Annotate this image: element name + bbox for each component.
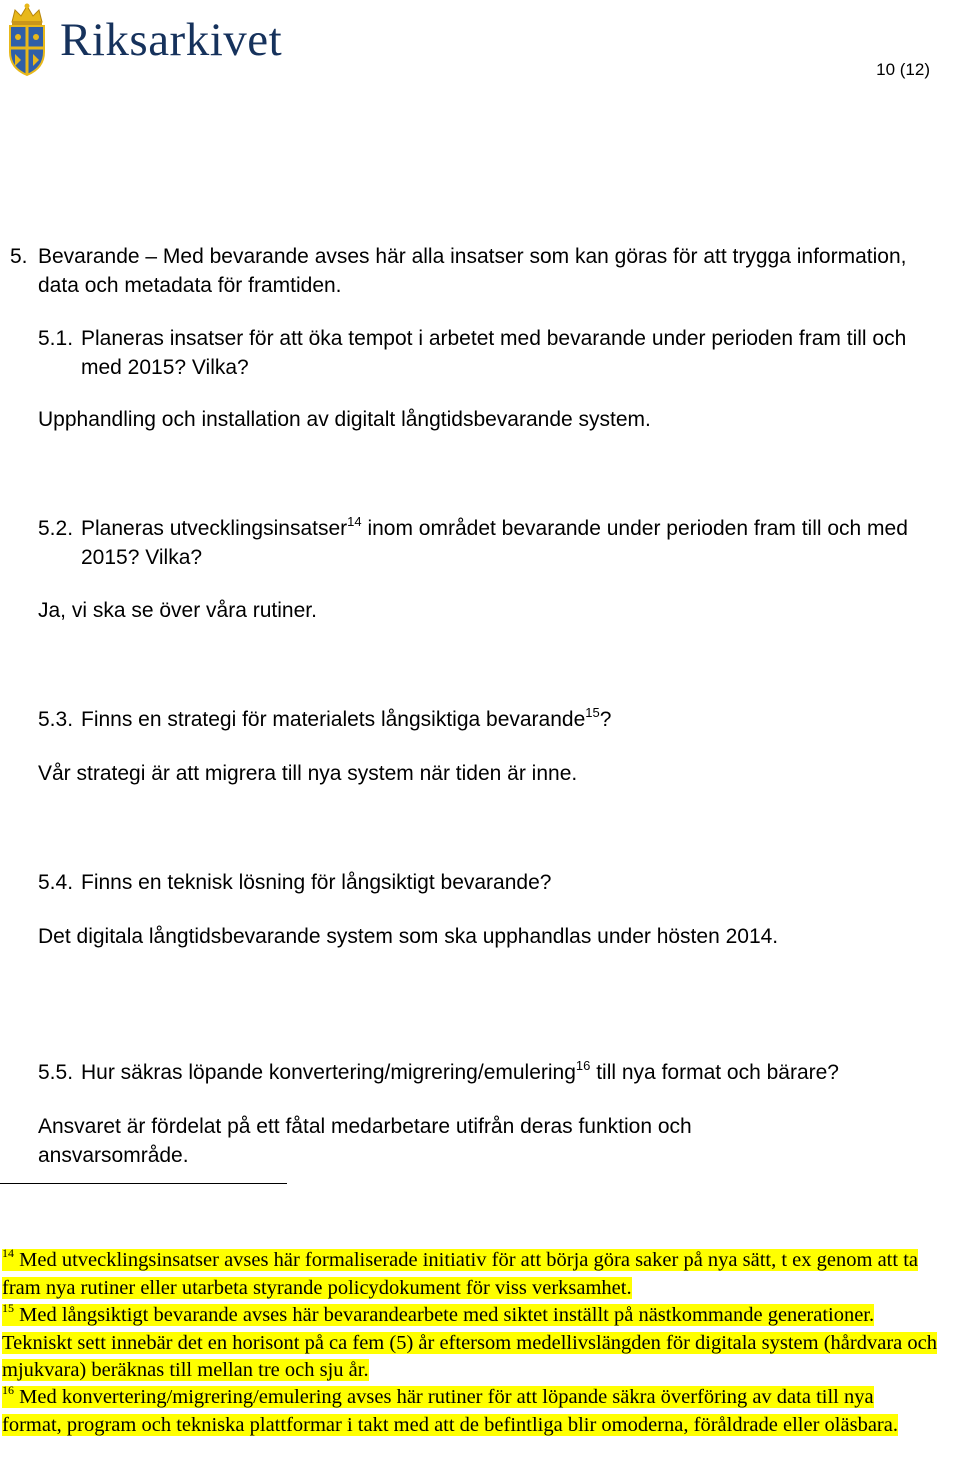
question <box>81 705 946 734</box>
question-text: inom området bevarande under perioden fram till och med 2015? Vilka? <box>81 517 908 569</box>
question <box>81 514 946 572</box>
question-text: Planeras utvecklingsinsatser <box>81 517 348 540</box>
section-number: 5.2. <box>38 517 74 540</box>
footnote-text: Med utvecklingsinsatser avses här formaliserade initiativ för att börja göra saker på nya sätt, t ex genom att ta fram nya rutiner eller utarbeta styrande policydokument för viss verksamhet. <box>2 1249 918 1299</box>
section-number: 5.4. <box>38 871 74 894</box>
answer: Ja, vi ska se över våra rutiner. <box>38 599 317 622</box>
page-number: 10 (12) <box>876 60 930 79</box>
footnote-ref: 16 <box>575 1058 591 1073</box>
footnote-ref: 14 <box>347 514 362 529</box>
footnote-text: Med konvertering/migrering/emulering avses här rutiner för att löpande säkra överföring av data till nya format, program och tekniska plattformar i takt med att de befintliga blir omoderna, föråldrade eller oläsbara. <box>2 1386 898 1436</box>
riksarkivet-logo <box>4 2 282 78</box>
brand-name: Riksarkivet <box>60 13 283 66</box>
question-text: Hur säkras löpande konvertering/migrering/emulering <box>81 1061 576 1084</box>
answer: Ansvaret är fördelat på ett fåtal medarbetare utifrån deras funktion och ansvarsområde. <box>38 1115 692 1167</box>
footnote-text: Med långsiktigt bevarande avses här bevarandearbete med siktet inställt på nästkommande generationer. Tekniskt sett innebär det en horisont på ca fem (5) år eftersom medellivslängden för digitala system (hårdvara och mjukvara) beräknas till mellan tre och sju år. <box>2 1304 937 1381</box>
question-text: till nya format och bärare? <box>590 1061 839 1084</box>
answer: Vår strategi är att migrera till nya system när tiden är inne. <box>38 762 578 785</box>
section-number: 5.5. <box>38 1061 74 1084</box>
footnote <box>2 1302 937 1385</box>
question: Finns en teknisk lösning för långsiktigt bevarande? <box>81 871 552 894</box>
footnote-number: 14 <box>2 1246 14 1260</box>
section-heading: Bevarande – Med bevarande avses här alla insatser som kan göras för att trygga information, data och metadata för framtiden. <box>38 245 907 297</box>
answer: Det digitala långtidsbevarande system som ska upphandlas under hösten 2014. <box>38 925 779 948</box>
question <box>81 1058 956 1087</box>
section-number: 5.3. <box>38 708 74 731</box>
section-number: 5.1. <box>38 327 74 350</box>
question: Planeras insatser för att öka tempot i arbetet med bevarande under perioden fram till och med 2015? Vilka? <box>81 327 907 379</box>
footnote-ref: 15 <box>585 705 600 720</box>
question-text: ? <box>599 708 612 731</box>
section-number: 5. <box>10 245 28 268</box>
footnote-number: 16 <box>2 1383 14 1397</box>
footnote-separator <box>0 1183 287 1184</box>
footnote <box>2 1247 937 1302</box>
answer: Upphandling och installation av digitalt långtidsbevarande system. <box>38 408 651 431</box>
footnote-number: 15 <box>2 1301 14 1315</box>
question-text: Finns en strategi för materialets långsiktiga bevarande <box>81 708 586 731</box>
crowned-coat-of-arms-icon <box>4 2 50 78</box>
footnote <box>2 1384 937 1439</box>
